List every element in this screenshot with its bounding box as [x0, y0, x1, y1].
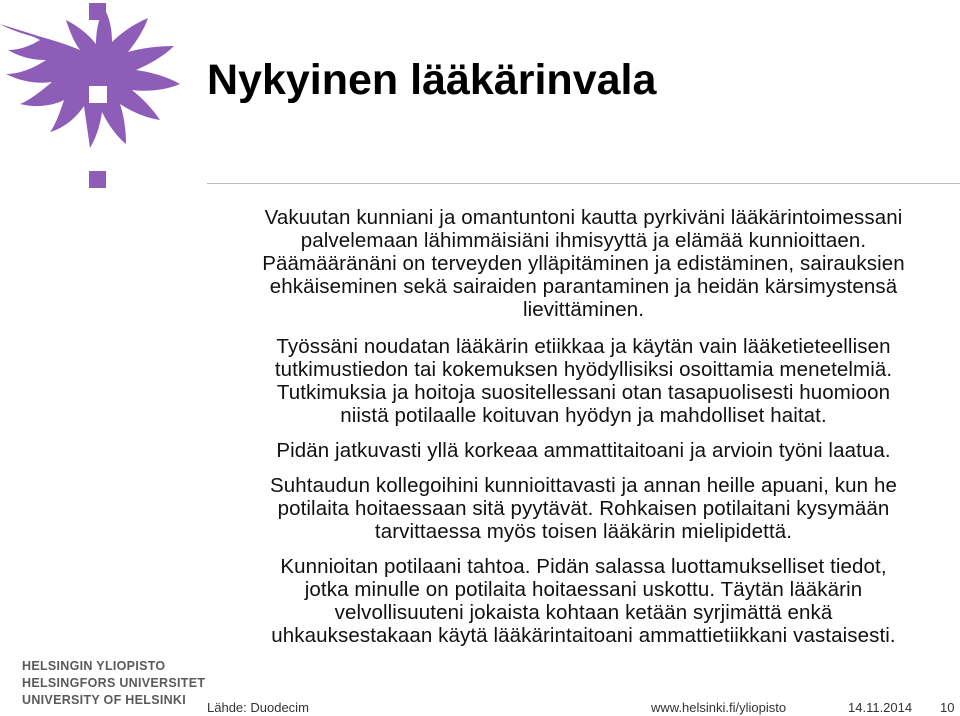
- text-line: ehkäiseminen sekä sairaiden parantaminen ja heidän kärsimystensä: [269, 275, 898, 298]
- text-line: palvelemaan lähimmäisiäni ihmisyyttä ja elämää kunnioittaen.: [300, 229, 867, 252]
- university-name-en: UNIVERSITY OF HELSINKI: [22, 693, 187, 707]
- oath-paragraph-colleagues: [207, 474, 960, 543]
- text-line: Tutkimuksia ja hoitoja suositellessani otan tasapuolisesti huomioon: [276, 381, 891, 404]
- text-line: Kunnioitan potilaani tahtoa. Pidän salassa luottamukselliset tiedot,: [280, 555, 887, 578]
- text-line: velvollisuuteni jokaista kohtaan ketään syrjimättä enkä: [334, 601, 833, 624]
- footer-source: Lähde: Duodecim: [207, 700, 309, 715]
- text-line: uhkauksestakaan käytä lääkärintaitoani ammattietiikkani vastaisesti.: [271, 624, 896, 647]
- text-line: Pidän jatkuvasti yllä korkeaa ammattitaitoani ja arvioin työni laatua.: [276, 439, 891, 462]
- oath-paragraph-competence: [207, 439, 960, 462]
- text-line: Vakuutan kunniani ja omantuntoni kautta pyrkiväni lääkärintoimessani: [264, 206, 903, 229]
- oath-paragraph-patient-will: [207, 555, 960, 647]
- footer-date: 14.11.2014: [848, 700, 913, 715]
- text-line: tutkimustiedon tai kokemuksen hyödyllisiksi osoittamia menetelmiä.: [274, 358, 893, 381]
- text-line: tarvittaessa myös toisen lääkärin mielipidettä.: [374, 520, 793, 543]
- text-line: niistä potilaalle koituvan hyödyn ja mahdolliset haitat.: [340, 404, 827, 427]
- text-line: potilaita hoitaessaan sitä pyytävät. Rohkaisen potilaitani kysymään: [277, 497, 890, 520]
- university-name-fi: HELSINGIN YLIOPISTO: [22, 659, 166, 673]
- oath-text-body: [207, 206, 960, 659]
- text-line: Työssäni noudatan lääkärin etiikkaa ja käytän vain lääketieteellisen: [276, 335, 891, 358]
- text-line: jotka minulle on potilaita hoitaessani uskottu. Täytän lääkärin: [304, 578, 863, 601]
- oath-paragraph-ethics: [207, 335, 960, 427]
- footer-url: www.helsinki.fi/yliopisto: [651, 700, 787, 715]
- text-line: lievittäminen.: [522, 298, 645, 321]
- text-line: Päämääränäni on terveyden ylläpitäminen ja edistäminen, sairauksien: [262, 252, 905, 275]
- university-name-sv: HELSINGFORS UNIVERSITET: [22, 676, 206, 690]
- footer-page-number: 10: [940, 700, 955, 715]
- oath-paragraph-purpose: [207, 206, 960, 321]
- slide-title: Nykyinen lääkärinvala: [207, 56, 657, 104]
- university-flame-logo-icon: [0, 0, 200, 190]
- text-line: Suhtaudun kollegoihini kunnioittavasti ja annan heille apuani, kun he: [270, 474, 897, 497]
- title-divider: [207, 183, 960, 184]
- university-wordmark: [22, 658, 205, 709]
